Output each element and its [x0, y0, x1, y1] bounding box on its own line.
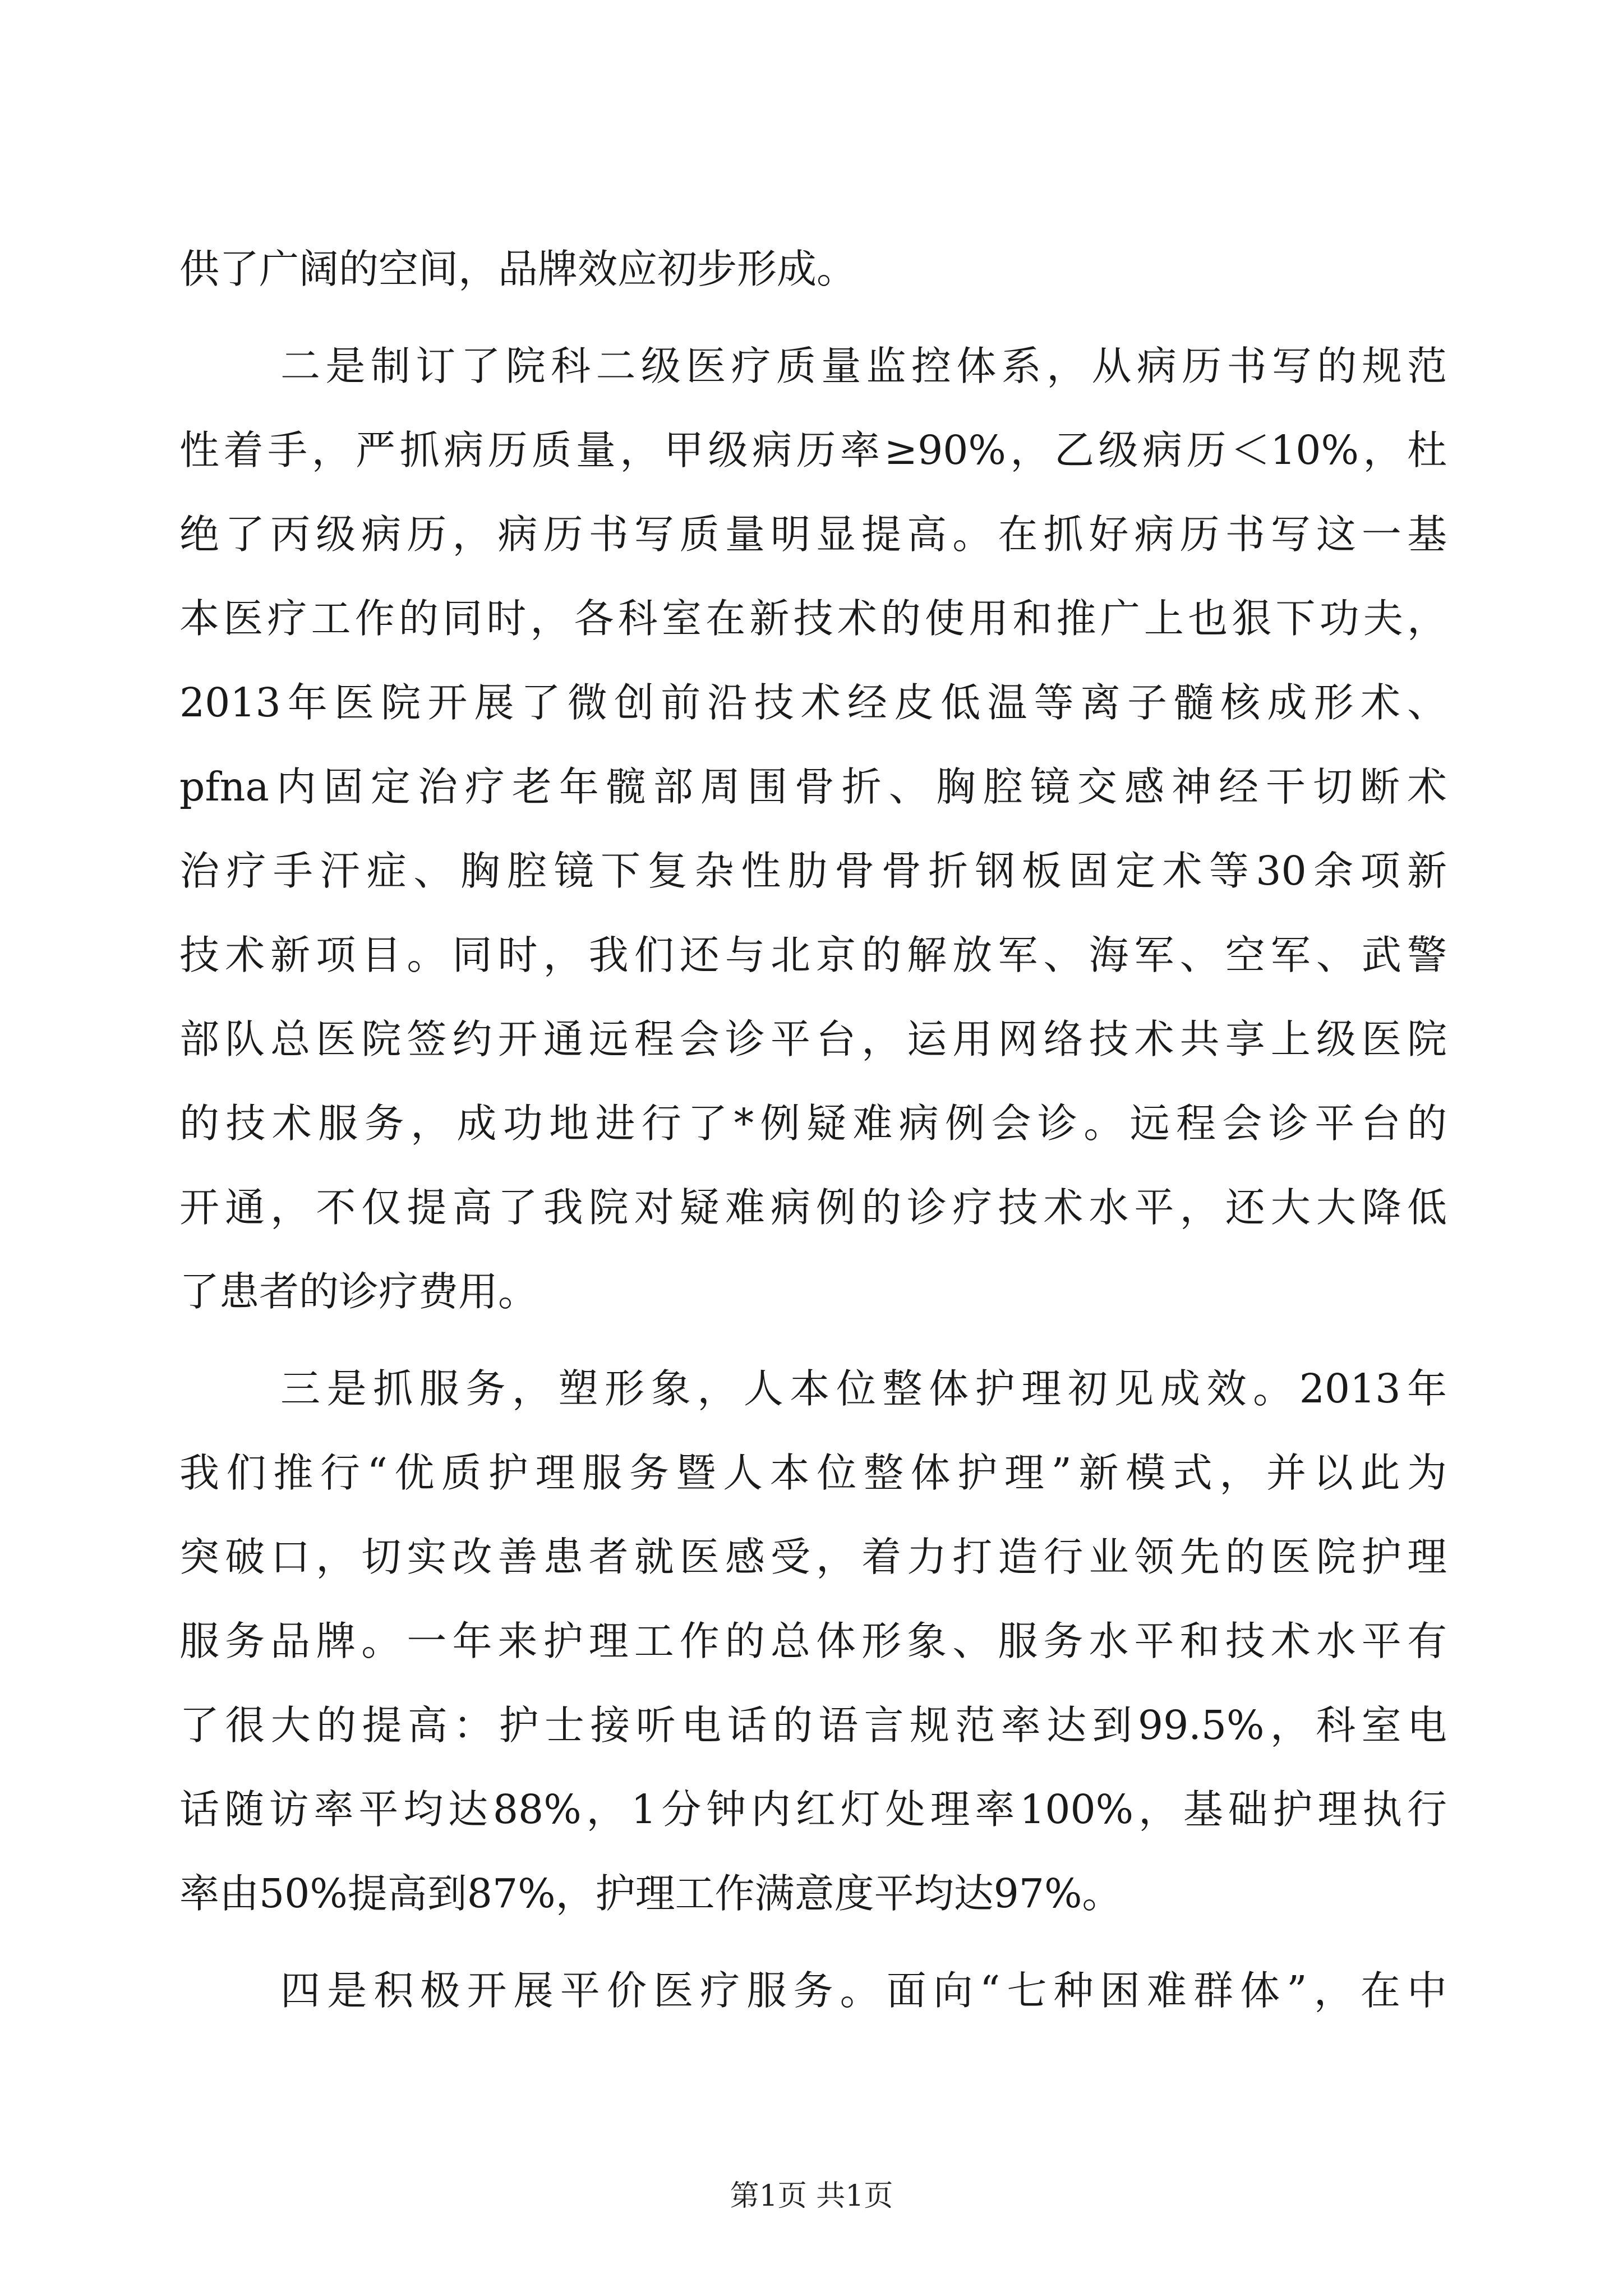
text-line: 的技术服务，成功地进行了*例疑难病例会诊。远程会诊平台的 — [179, 1100, 1447, 1147]
text-line: 我们推行“优质护理服务暨人本位整体护理”新模式，并以此为 — [179, 1450, 1447, 1496]
text-line: pfna内固定治疗老年髋部周围骨折、胸腔镜交感神经干切断术 — [179, 763, 1447, 810]
page-footer: 第1页 共1页 — [730, 2179, 893, 2213]
text-line: 供了广阔的空间，品牌效应初步形成。 — [179, 246, 857, 292]
text-line: 开通，不仅提高了我院对疑难病例的诊疗技术水平，还大大降低 — [179, 1184, 1447, 1231]
text-line: 2013年医院开展了微创前沿技术经皮低温等离子髓核成形术、 — [179, 679, 1447, 726]
text-line: 话随访率平均达88%，1分钟内红灯处理率100%，基础护理执行 — [179, 1786, 1447, 1833]
text-line: 绝了丙级病历，病历书写质量明显提高。在抓好病历书写这一基 — [179, 511, 1447, 558]
text-line: 率由50%提高到87%，护理工作满意度平均达97%。 — [179, 1870, 1122, 1917]
text-line: 性着手，严抓病历质量，甲级病历率≥90%，乙级病历＜10%，杜 — [179, 427, 1447, 473]
text-line: 部队总医院签约开通远程会诊平台，运用网络技术共享上级医院 — [179, 1016, 1447, 1062]
paragraph-start-line: 三是抓服务，塑形象，人本位整体护理初见成效。2013年 — [280, 1365, 1447, 1412]
text-line: 本医疗工作的同时，各科室在新技术的使用和推广上也狠下功夫， — [179, 595, 1447, 642]
text-line: 技术新项目。同时，我们还与北京的解放军、海军、空军、武警 — [179, 932, 1447, 978]
paragraph-start-line: 四是积极开展平价医疗服务。面向“七种困难群体”，在中 — [280, 1967, 1447, 2014]
text-line: 了很大的提高：护士接听电话的语言规范率达到99.5%，科室电 — [179, 1702, 1447, 1749]
text-line: 了患者的诊疗费用。 — [179, 1268, 538, 1315]
text-line: 突破口，切实改善患者就医感受，着力打造行业领先的医院护理 — [179, 1534, 1447, 1580]
paragraph-start-line: 二是制订了院科二级医疗质量监控体系，从病历书写的规范 — [280, 343, 1447, 389]
text-line: 服务品牌。一年来护理工作的总体形象、服务水平和技术水平有 — [179, 1618, 1447, 1664]
text-line: 治疗手汗症、胸腔镜下复杂性肋骨骨折钢板固定术等30余项新 — [179, 848, 1447, 894]
